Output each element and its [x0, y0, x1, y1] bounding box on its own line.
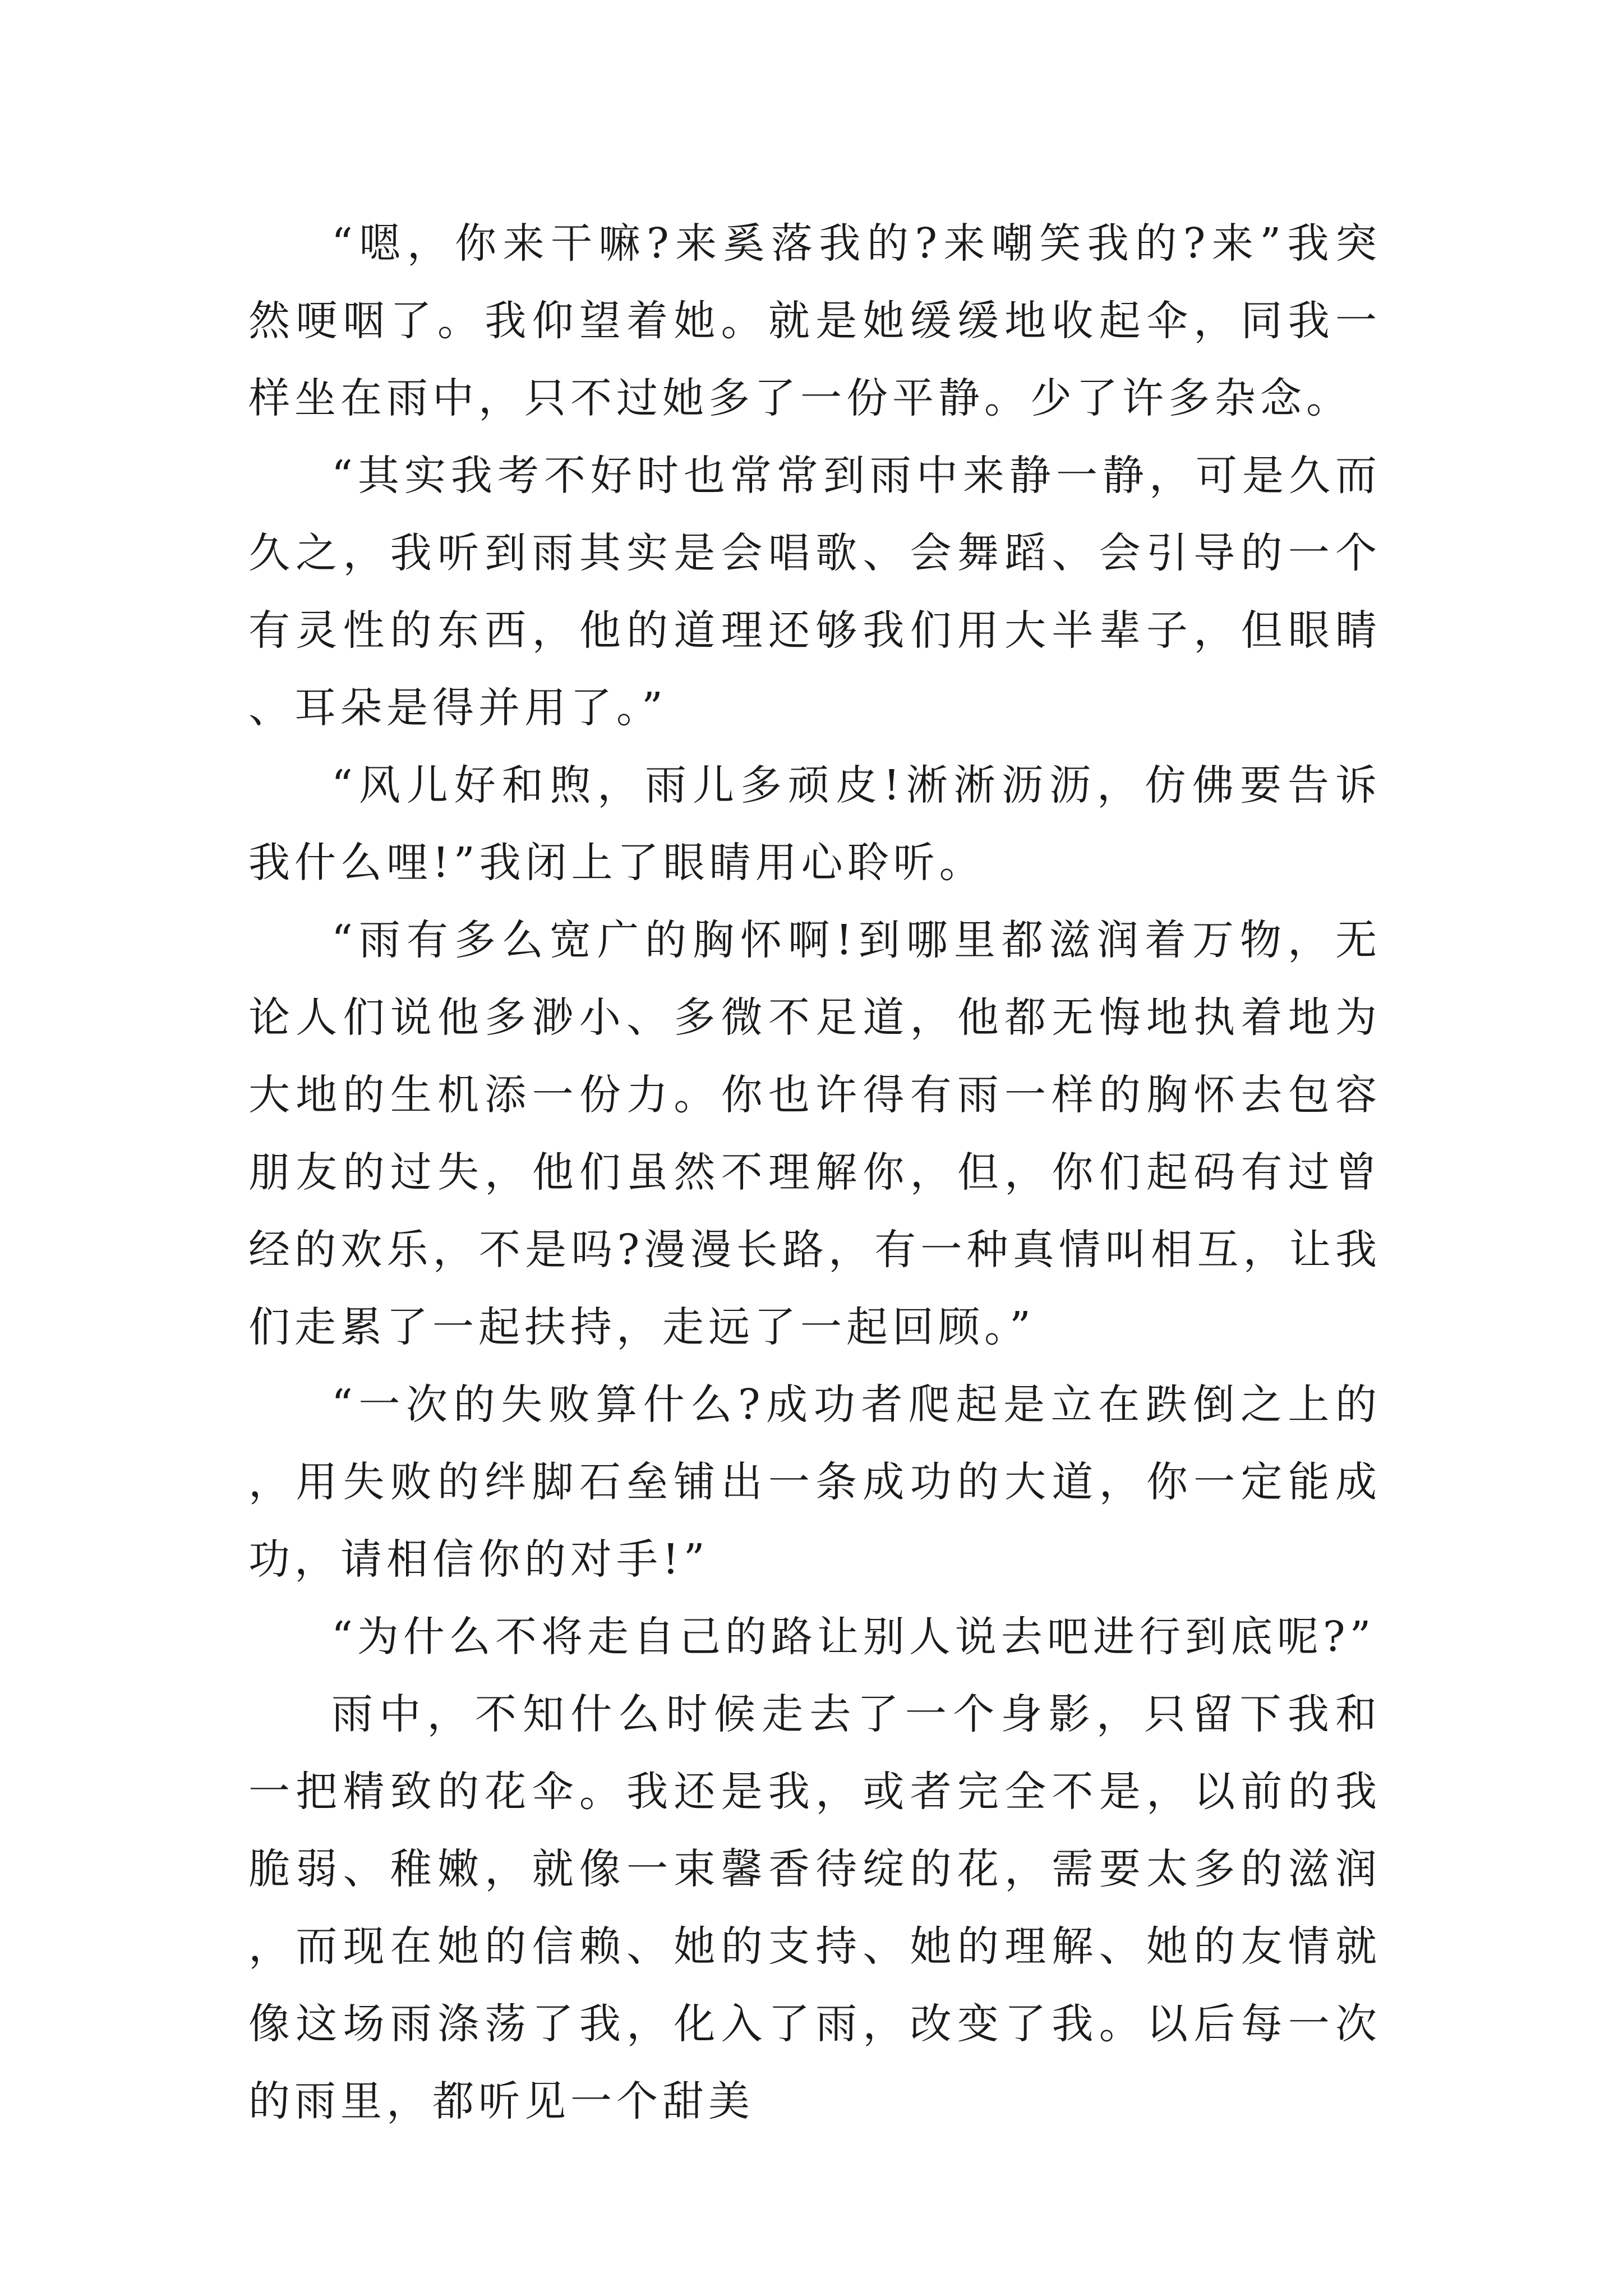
- paragraph: “雨有多么宽广的胸怀啊!到哪里都滋润着万物，无论人们说他多渺小、多微不足道，他都无悔地执着地为大地的生机添一份力。你也许得有雨一样的胸怀去包容朋友的过失，他们虽然不理解你，但，你们起码有过曾经的欢乐，不是吗?漫漫长路，有一种真情叫相互，让我们走累了一起扶持，走远了一起回顾。”: [248, 916, 1381, 1351]
- paragraph: “嗯，你来干嘛?来奚落我的?来嘲笑我的?来”我突然哽咽了。我仰望着她。就是她缓缓地收起伞，同我一样坐在雨中，只不过她多了一份平静。少了许多杂念。: [248, 219, 1381, 422]
- paragraph: 雨中，不知什么时候走去了一个身影，只留下我和一把精致的花伞。我还是我，或者完全不是，以前的我脆弱、稚嫩，就像一束馨香待绽的花，需要太多的滋润，而现在她的信赖、她的支持、她的理解、她的友情就像这场雨涤荡了我，化入了雨，改变了我。以后每一次的雨里，都听见一个甜美: [248, 1690, 1381, 2125]
- paragraph: “为什么不将走自己的路让别人说去吧进行到底呢?”: [331, 1613, 1376, 1661]
- document-body: [248, 205, 1381, 2140]
- paragraph: “一次的失败算什么?成功者爬起是立在跌倒之上的，用失败的绊脚石垒铺出一条成功的大道，你一定能成功，请相信你的对手!”: [248, 1381, 1381, 1584]
- paragraph: “其实我考不好时也常常到雨中来静一静，可是久而久之，我听到雨其实是会唱歌、会舞蹈、会引导的一个有灵性的东西，他的道理还够我们用大半辈子，但眼睛、耳朵是得并用了。”: [248, 452, 1381, 732]
- paragraph: “风儿好和煦，雨儿多顽皮!淅淅沥沥，仿佛要告诉我什么哩!”我闭上了眼睛用心聆听。: [248, 761, 1381, 887]
